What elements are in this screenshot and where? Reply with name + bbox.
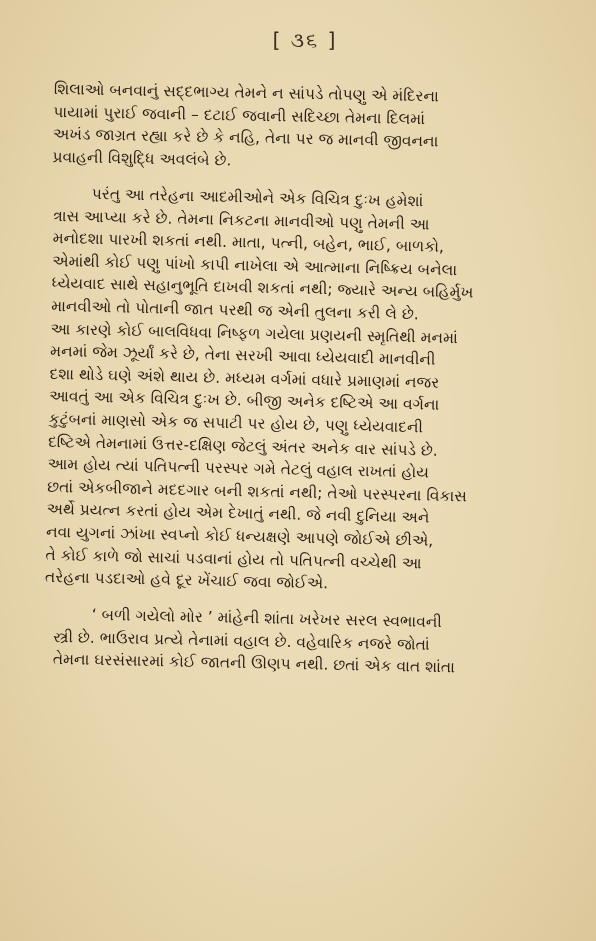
text-line: તેમના ઘરસંસારમાં કોઈ જાતની ઊણપ નથી. છતાં એક વાત શાંતા xyxy=(52,650,456,677)
text-line: ત્રાસ આપ્યા કરે છે. તેમના નિકટના માનવીઓ પણુ તેમની આ xyxy=(53,206,430,234)
text-line: અર્થે પ્રયત્ન કરતાં હોય એમ દેખાતું નથી. જે નવી દુનિયા અને xyxy=(46,500,430,528)
text-line: સ્ત્રી છે. ભાઉરાવ પ્રત્યે તેનામાં વહાલ છે. વહેવારિક નજરે જોતાં xyxy=(53,627,430,654)
text-line: આવતું આ એક વિચિત્ર દુઃખ છે. બીજી અનેક દષ્ટિએ આ વર્ગના xyxy=(48,387,440,415)
text-line: આમ હોય ત્યાં પતિપત્ની પરસ્પર ગમે તેટલું વહાલ રાખતાં હોય xyxy=(47,455,430,483)
paragraph-2 xyxy=(45,182,556,600)
text-line: છતાં એકબીજાને મદદગાર બની શકતાં નથી; તેઓ પરસ્પરના વિકાસ xyxy=(46,478,468,506)
text-line: મનોદશા પારખી શકતાં નથી. માતા, પત્ની, બહેન, ભાઈ, બાળકો, xyxy=(52,229,445,257)
paragraph-3 xyxy=(53,603,556,681)
text-line: નવા યુગનાં ઝાંખા સ્વપ્નો કોઈ ધન્યક્ષણે આપણે જોઈએ છીએ, xyxy=(45,523,434,550)
text-line: પાયામાં પુરાઈ જવાની – દટાઈ જવાની સદિચ્છા તેમના દિલમાં xyxy=(53,102,426,128)
text-line: તે કોઈ કાળે જો સાચાં પડવાનાં હોય તો પતિપત્ની વચ્ચેથી આ xyxy=(45,545,422,573)
text-line: દશા થોડે ઘણે અંશે થાય છે. મધ્યમ વર્ગમાં વધારે પ્રમાણમાં નજર xyxy=(49,365,440,392)
text-line: એમાંથી કોઈ પણુ પાંખો કાપી નાખેલા એ આત્માના નિષ્ક્રિય બનેલા xyxy=(52,252,458,280)
text-line: શિલાઓ બનવાનું સદ્દભાગ્ય તેમને ન સાંપડે તોપણુ એ મંદિરના xyxy=(53,79,439,106)
text-line: અખંડ જાગ્રત રહ્યા કરે છે કે નહિ, તેના પર જ માનવી જીવનના xyxy=(52,125,439,151)
text-line: ‘ બળી ગયેલો મોર ’ માંહેની શાંતા ખરેખર સરલ સ્વભાવની xyxy=(91,605,442,632)
text-line: આ કારણે કોઈ બાલવિધવા નિષ્ફળ ગયેલા પ્રણયની સ્મૃતિથી મનમાં xyxy=(50,319,459,348)
text-line: તરેહના પડદાઓ હવે દૂર ખેંચાઈ જવા જોઈએ. xyxy=(44,568,329,593)
text-line: પ્રવાહની વિશુદ્ધિ અવલંબે છે. xyxy=(52,147,232,170)
text-line: પરંતુ આ તરેહના આદમીઓને એક વિચિત્ર દુઃખ હમેશાં xyxy=(91,185,424,211)
text-line: માનવીઓ તો પોતાની જાત પરથી જ એની તુલના કરી લે છે. xyxy=(50,297,419,324)
text-line: દષ્ટિએ તેમનામાં ઉત્તર-દક્ષિણ જેટલું અંતર અનેક વાર સાંપડે છે. xyxy=(47,432,439,460)
text-line: કુટુંબનાં માણસો એક જ સપાટી પર હોય છે, પણુ ધ્યેયવાદની xyxy=(48,410,424,437)
text-line: ધ્યેયવાદ સાથે સહાનુભૂતિ દાખવી શકતાં નથી; જ્યારે અન્ય બહિર્મુખ xyxy=(51,274,474,303)
text-line: મનમાં જેમ ઝૂર્યાં કરે છે, તેના સરખી આવા ધ્યેયવાદી માનવીની xyxy=(49,342,436,370)
page-number: [ ૩૬ ] xyxy=(272,28,338,52)
paragraph-1 xyxy=(52,78,556,178)
